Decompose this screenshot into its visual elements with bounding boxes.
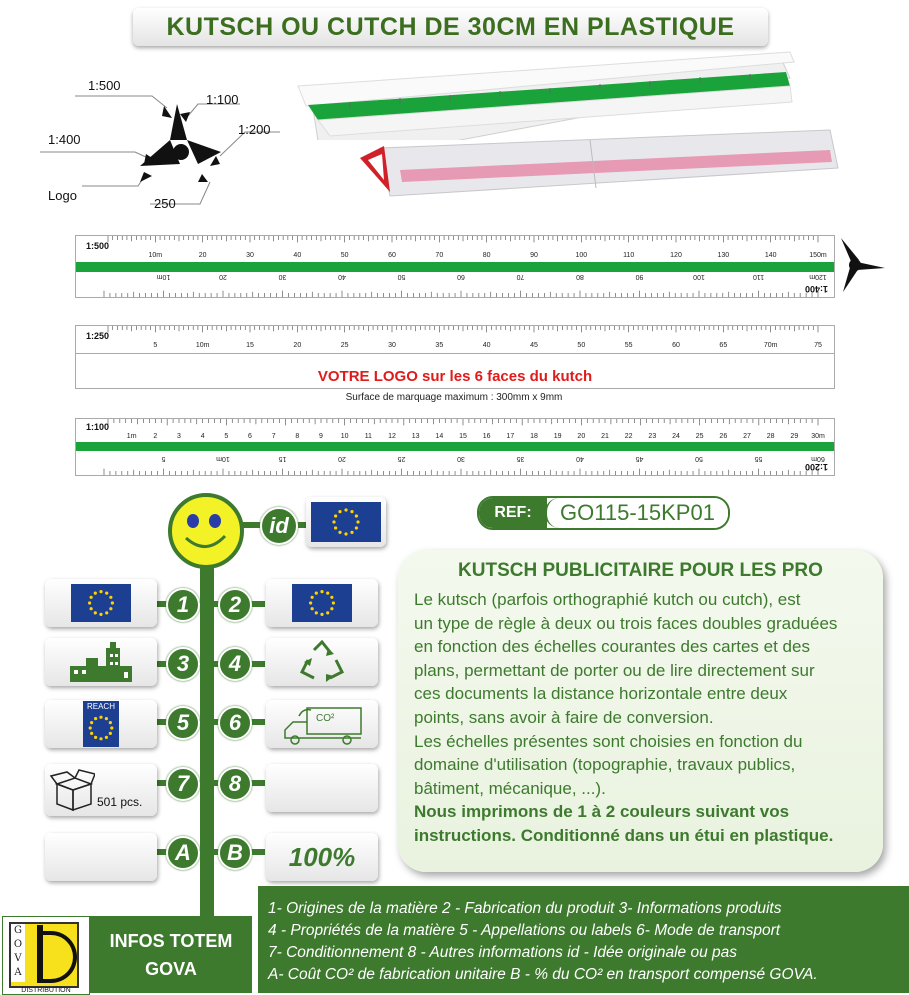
eu-star bbox=[99, 737, 102, 740]
ruler3-top-label: 18 bbox=[530, 433, 538, 440]
eu-star bbox=[94, 717, 97, 720]
legend-line: 4 - Propriétés de la matière 5 - Appellations ou labels 6- Mode de transport bbox=[268, 922, 781, 939]
circle-7: 7 bbox=[166, 767, 200, 801]
tile-1 bbox=[45, 579, 157, 627]
ruler1-top-label: 50 bbox=[340, 252, 349, 259]
eu-star bbox=[94, 611, 97, 614]
ruler1-top-label: 140 bbox=[764, 252, 777, 259]
scale-label-250: 250 bbox=[154, 196, 176, 211]
description-line: ces documents la distance horizontale entre deux bbox=[414, 684, 788, 704]
ruler2-divider bbox=[76, 353, 834, 354]
ruler-scale-100-200 bbox=[75, 418, 835, 476]
ruler3-top-label: 9 bbox=[319, 433, 323, 440]
ruler2-label: 5 bbox=[153, 342, 158, 349]
ruler3-top-label: 29 bbox=[790, 433, 799, 440]
ruler3-top-label: 20 bbox=[577, 433, 586, 440]
eu-star bbox=[94, 592, 97, 595]
eu-star bbox=[99, 716, 102, 719]
ruler3-top-label: 13 bbox=[411, 433, 420, 440]
eu-star bbox=[350, 510, 353, 513]
ruler3-bottom-label: 45 bbox=[635, 455, 644, 462]
ruler2-label: 10m bbox=[195, 342, 210, 349]
ruler1-top-label: 10m bbox=[148, 252, 163, 259]
eu-star bbox=[109, 607, 112, 610]
ref-code: GO115-15KP01 bbox=[545, 498, 728, 528]
eu-star bbox=[105, 717, 108, 720]
recycle-icon bbox=[298, 640, 346, 684]
eu-star bbox=[356, 520, 359, 523]
ruler2-label: 70m bbox=[763, 342, 778, 349]
factory-icon bbox=[66, 640, 136, 684]
ruler3-top-label: 25 bbox=[695, 433, 704, 440]
ruler1-bottom-label: 50 bbox=[397, 273, 406, 280]
ruler1-bottom-label: 40 bbox=[338, 273, 346, 280]
product-ruler-image bbox=[290, 50, 795, 140]
description-bold-line: Nous imprimons de 1 à 2 couleurs suivant vos bbox=[414, 802, 790, 822]
circle-6: 6 bbox=[218, 706, 252, 740]
scale-label-500: 1:500 bbox=[88, 78, 121, 93]
tile-4 bbox=[266, 638, 378, 686]
tile-2 bbox=[266, 579, 378, 627]
eu-star bbox=[355, 526, 358, 529]
gova-logo-letters bbox=[11, 924, 25, 982]
ruler1-bottom-label: 120m bbox=[809, 273, 827, 280]
circle-b: B bbox=[218, 836, 252, 870]
circle-5: 5 bbox=[166, 706, 200, 740]
page-title: KUTSCH OU CUTCH DE 30CM EN PLASTIQUE bbox=[133, 8, 768, 46]
tile-a bbox=[45, 833, 157, 881]
ruler3-top-label: 1m bbox=[126, 433, 137, 440]
ruler3-scale-top: 1:100 bbox=[86, 422, 110, 432]
ruler3-top-label: 6 bbox=[248, 433, 252, 440]
ruler3-bottom-label: 30 bbox=[457, 455, 465, 462]
ruler1-bottom-label: 60 bbox=[457, 273, 465, 280]
eu-star bbox=[350, 531, 353, 534]
ruler3-top-label: 26 bbox=[719, 433, 728, 440]
legend-line: 7- Conditionnement 8 - Autres informations id - Idée originale ou pas bbox=[268, 944, 737, 961]
description-line: plans, permettant de porter ou de lire directement sur bbox=[414, 660, 815, 680]
tile-3 bbox=[45, 638, 157, 686]
ruler3-top-label: 24 bbox=[672, 433, 680, 440]
ruler3-top-label: 21 bbox=[601, 433, 609, 440]
ruler1-bottom-label: 90 bbox=[635, 273, 644, 280]
ruler3-top-label: 28 bbox=[766, 433, 775, 440]
ruler3-top-label: 2 bbox=[153, 433, 158, 440]
eu-flag-icon bbox=[292, 584, 352, 622]
info-totem-title: INFOS TOTEM bbox=[109, 930, 233, 951]
scale-label-200: 1:200 bbox=[238, 122, 271, 137]
ruler3-top-label: 23 bbox=[648, 433, 657, 440]
description-bold-line: instructions. Conditionné dans un étui en plastique. bbox=[414, 825, 834, 845]
legend-line: 1- Origines de la matière 2 - Fabrication du produit 3- Informations produits bbox=[268, 900, 782, 917]
ruler2-scale: 1:250 bbox=[86, 331, 110, 341]
tile-5 bbox=[45, 700, 157, 748]
eu-star bbox=[105, 611, 108, 614]
description-line: un type de règle à deux ou trois faces doubles graduées bbox=[414, 613, 838, 633]
tile-id bbox=[306, 497, 386, 547]
legend-line: A- Coût CO² de fabrication unitaire B - % du CO² en transport compensé GOVA. bbox=[268, 966, 818, 983]
ref-label: REF: bbox=[479, 498, 547, 528]
eu-star bbox=[99, 613, 102, 616]
truck-icon bbox=[277, 702, 367, 746]
product-case-image bbox=[360, 128, 840, 198]
circle-3: 3 bbox=[166, 647, 200, 681]
eu-star bbox=[109, 596, 112, 599]
pieces-label: 501 pcs. bbox=[97, 795, 143, 809]
ruler1-bottom-label: 110 bbox=[752, 273, 765, 280]
ruler1-bottom-label: 30 bbox=[278, 273, 287, 280]
eu-star bbox=[334, 526, 337, 529]
eu-star bbox=[90, 596, 93, 599]
description-line: Les échelles présentes sont choisies en fonction du bbox=[414, 731, 803, 751]
smiley-icon bbox=[167, 492, 245, 570]
eu-star bbox=[315, 611, 318, 614]
ruler1-top-label: 40 bbox=[293, 252, 302, 259]
eu-star bbox=[344, 532, 347, 535]
eu-star bbox=[344, 508, 347, 511]
ruler1-top-label: 70 bbox=[435, 252, 444, 259]
description-line: domaine d'utilisation (topographie, travaux publics, bbox=[414, 755, 796, 775]
ruler1-bottom-label: 20 bbox=[219, 273, 227, 280]
ruler2-label: 35 bbox=[435, 342, 444, 349]
eu-star bbox=[332, 520, 335, 523]
ruler2-label: 75 bbox=[814, 342, 822, 349]
box-icon bbox=[49, 768, 95, 812]
reference-box bbox=[477, 496, 730, 530]
ruler2-label: 15 bbox=[246, 342, 254, 349]
description-line: en fonction des échelles courantes des cartes et des bbox=[414, 637, 810, 657]
description-line: bâtiment, mécanique, ...). bbox=[414, 778, 606, 798]
eu-star bbox=[111, 601, 114, 604]
eu-star bbox=[320, 613, 323, 616]
eu-star bbox=[110, 726, 113, 729]
eu-star bbox=[332, 601, 335, 604]
ruler1-bottom-label: 10m bbox=[156, 273, 171, 280]
ruler-scale-500-400 bbox=[75, 235, 835, 298]
gova-logo bbox=[2, 916, 90, 995]
circle-2: 2 bbox=[218, 588, 252, 622]
ruler3-bottom-label: 15 bbox=[278, 455, 287, 462]
ruler1-bottom-label: 70 bbox=[516, 273, 525, 280]
ruler3-top-label: 19 bbox=[553, 433, 562, 440]
logo-star-icon bbox=[833, 236, 893, 296]
gova-letter: GOVA bbox=[12, 925, 24, 981]
scale-diagram bbox=[40, 70, 300, 220]
scale-label-100: 1:100 bbox=[206, 92, 239, 107]
ruler3-bottom-label: 35 bbox=[516, 455, 525, 462]
legend-box bbox=[258, 886, 909, 993]
ruler2-label: 25 bbox=[340, 342, 349, 349]
circle-8: 8 bbox=[218, 767, 252, 801]
ruler1-bottom-label: 80 bbox=[576, 273, 584, 280]
eu-star bbox=[109, 721, 112, 724]
eu-star bbox=[315, 592, 318, 595]
eu-star bbox=[88, 601, 91, 604]
description-line: Le kutsch (parfois orthographié kutch ou cutch), est bbox=[414, 590, 801, 609]
ruler3-top-label: 22 bbox=[624, 433, 633, 440]
eu-star bbox=[326, 611, 329, 614]
eu-star bbox=[330, 607, 333, 610]
eu-star bbox=[311, 596, 314, 599]
circle-1: 1 bbox=[166, 588, 200, 622]
eu-star bbox=[94, 736, 97, 739]
ruler3-bottom-label: 50 bbox=[695, 455, 703, 462]
ruler3-bottom-label: 5 bbox=[161, 455, 166, 462]
ruler3-top-label: 15 bbox=[459, 433, 467, 440]
reach-label: REACH bbox=[83, 702, 119, 711]
eu-star bbox=[90, 607, 93, 610]
ruler3-top-label: 3 bbox=[177, 433, 181, 440]
ruler2-label: 30 bbox=[388, 342, 396, 349]
eu-star bbox=[320, 590, 323, 593]
scale-label-400: 1:400 bbox=[48, 132, 81, 147]
info-totem-brand: GOVA bbox=[145, 958, 197, 979]
percent-value: 100% bbox=[288, 841, 356, 872]
eu-star bbox=[105, 736, 108, 739]
ruler1-top-label: 150m bbox=[809, 252, 827, 259]
eu-star bbox=[90, 732, 93, 735]
ruler-scale-250 bbox=[75, 325, 835, 389]
ruler3-top-label: 17 bbox=[506, 433, 515, 440]
ruler3-bottom-label: 10m bbox=[216, 455, 230, 462]
circle-id: id bbox=[260, 507, 298, 545]
ruler3-scale-bottom: 1:200 bbox=[804, 462, 828, 472]
circle-a: A bbox=[166, 836, 200, 870]
ruler3-top-label: 5 bbox=[224, 433, 229, 440]
ruler1-top-label: 110 bbox=[623, 252, 635, 259]
surface-text: Surface de marquage maximum : 300mm x 9mm bbox=[345, 392, 563, 403]
tile-8 bbox=[266, 764, 378, 812]
ruler2-label: 50 bbox=[577, 342, 586, 349]
ruler1-top-label: 30 bbox=[246, 252, 254, 259]
ruler1-top-label: 100 bbox=[575, 252, 588, 259]
ruler3-top-label: 8 bbox=[295, 433, 300, 440]
ruler1-top-label: 130 bbox=[717, 252, 730, 259]
eu-star bbox=[109, 732, 112, 735]
eu-star bbox=[105, 592, 108, 595]
ruler3-top-label: 16 bbox=[482, 433, 491, 440]
ruler1-top-label: 60 bbox=[388, 252, 396, 259]
reach-flag-icon bbox=[83, 701, 119, 747]
ruler1-bottom-label: 100 bbox=[693, 273, 705, 280]
ruler3-top-label: 11 bbox=[364, 433, 372, 440]
ruler3-bottom-label: 20 bbox=[338, 455, 346, 462]
eu-star bbox=[330, 596, 333, 599]
votre-logo-text: VOTRE LOGO sur les 6 faces du kutch bbox=[317, 368, 593, 385]
ruler3-top-label: 14 bbox=[435, 433, 444, 440]
ruler2-label: 55 bbox=[624, 342, 633, 349]
description-box bbox=[398, 550, 883, 872]
eu-star bbox=[309, 601, 312, 604]
tile-b bbox=[266, 833, 378, 881]
ruler3-bottom-label: 55 bbox=[754, 455, 763, 462]
ruler2-label: 65 bbox=[719, 342, 728, 349]
tile-7 bbox=[45, 764, 157, 816]
ruler2-label: 45 bbox=[530, 342, 538, 349]
eu-star bbox=[334, 514, 337, 517]
ruler1-top-label: 90 bbox=[530, 252, 538, 259]
description-line: points, sans avoir à faire de conversion. bbox=[414, 707, 714, 727]
ruler3-top-label: 4 bbox=[200, 433, 205, 440]
ruler3-top-label: 27 bbox=[743, 433, 751, 440]
ruler2-label: 20 bbox=[293, 342, 302, 349]
gova-logo-sub: DISTRIBUTION bbox=[21, 987, 71, 994]
ruler3-bottom-label: 40 bbox=[576, 455, 584, 462]
description-title: KUTSCH PUBLICITAIRE POUR LES PRO bbox=[458, 560, 823, 581]
ruler3-top-label: 7 bbox=[271, 433, 276, 440]
eu-star bbox=[355, 514, 358, 517]
ruler1-top-label: 80 bbox=[482, 252, 491, 259]
eu-star bbox=[99, 590, 102, 593]
logo-label: Logo bbox=[48, 188, 77, 203]
eu-flag-icon bbox=[311, 502, 381, 542]
ruler3-bottom-label: 25 bbox=[397, 455, 406, 462]
eu-star bbox=[311, 607, 314, 610]
ruler1-top-label: 120 bbox=[670, 252, 682, 259]
ruler1-scale-top: 1:500 bbox=[86, 241, 110, 251]
eu-star bbox=[338, 531, 341, 534]
ruler3-top-label: 10 bbox=[340, 433, 349, 440]
ruler1-top-label: 20 bbox=[198, 252, 207, 259]
eu-star bbox=[90, 721, 93, 724]
eu-star bbox=[338, 510, 341, 513]
ruler2-label: 60 bbox=[672, 342, 680, 349]
ruler3-top-label: 30m bbox=[811, 433, 825, 440]
ruler3-bottom-label: 60m bbox=[811, 455, 825, 462]
ruler1-scale-bottom: 1:400 bbox=[804, 284, 828, 294]
ruler3-top-label: 12 bbox=[388, 433, 396, 440]
co2-label: CO² bbox=[316, 713, 335, 724]
tile-6 bbox=[266, 700, 378, 748]
info-totem-box bbox=[90, 916, 252, 993]
ruler2-label: 40 bbox=[482, 342, 491, 349]
circle-4: 4 bbox=[218, 647, 252, 681]
description-text bbox=[414, 588, 879, 848]
eu-star bbox=[89, 726, 92, 729]
eu-flag-icon bbox=[71, 584, 131, 622]
eu-star bbox=[326, 592, 329, 595]
